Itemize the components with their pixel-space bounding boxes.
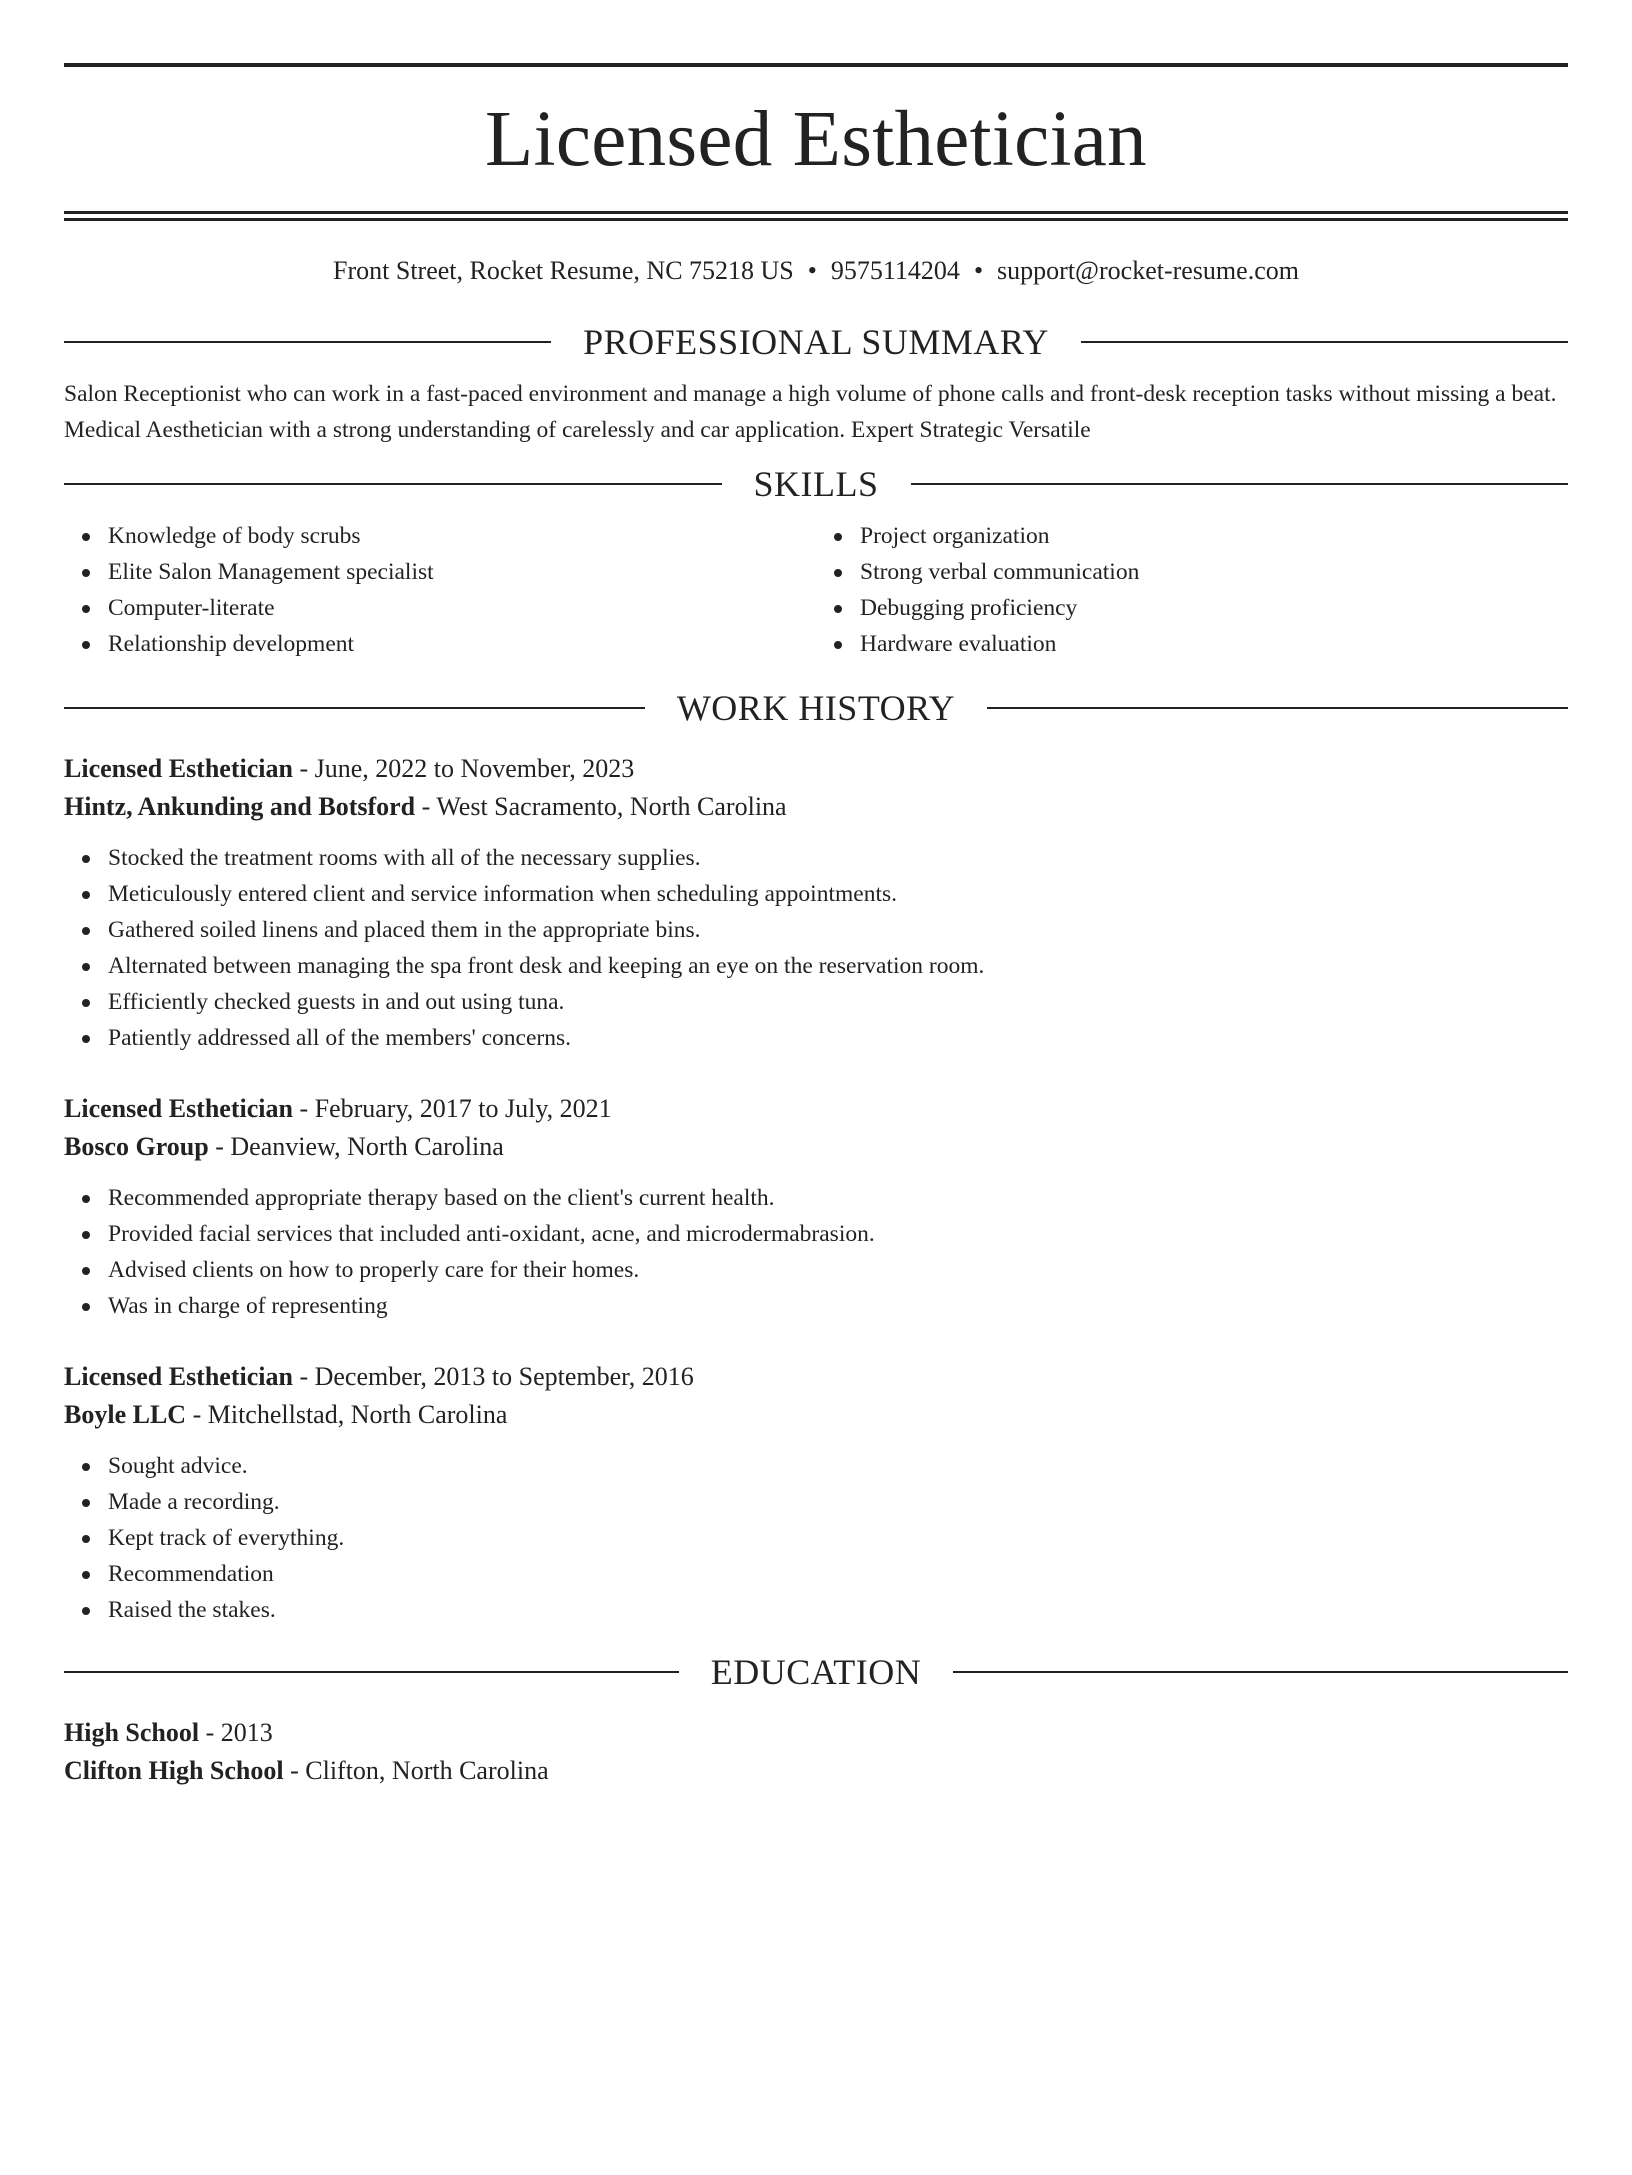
- skill-item: Elite Salon Management specialist: [108, 554, 816, 590]
- section-header-work: [64, 686, 1568, 730]
- contact-separator: •: [807, 256, 817, 285]
- skill-item: Relationship development: [108, 626, 816, 662]
- skills-list-right: [816, 518, 1568, 662]
- skill-item: Strong verbal communication: [860, 554, 1568, 590]
- job-role-line: [64, 1358, 1568, 1396]
- section-title: EDUCATION: [710, 1652, 922, 1692]
- job-entry: [64, 1090, 1568, 1324]
- job-bullet: Was in charge of representing: [108, 1288, 1568, 1324]
- job-bullet: Sought advice.: [108, 1448, 1568, 1484]
- education-school: Clifton High School: [64, 1756, 284, 1785]
- job-entry: [64, 1358, 1568, 1628]
- education-degree-line: [64, 1714, 1568, 1752]
- job-company-line: [64, 788, 1568, 826]
- skill-item: Debugging proficiency: [860, 590, 1568, 626]
- job-bullet: Raised the stakes.: [108, 1592, 1568, 1628]
- section-rule-left: [64, 707, 645, 709]
- job-bullet: Efficiently checked guests in and out using tuna.: [108, 984, 1568, 1020]
- job-bullet: Provided facial services that included anti-oxidant, acne, and microdermabrasion.: [108, 1216, 1568, 1252]
- section-rule-right: [911, 483, 1569, 485]
- job-bullet: Patiently addressed all of the members' concerns.: [108, 1020, 1568, 1056]
- skill-item: Project organization: [860, 518, 1568, 554]
- job-role-line: [64, 750, 1568, 788]
- skill-item: Hardware evaluation: [860, 626, 1568, 662]
- contact-line: [64, 256, 1568, 286]
- job-role: Licensed Esthetician: [64, 754, 293, 783]
- job-bullet: Kept track of everything.: [108, 1520, 1568, 1556]
- education-year: - 2013: [199, 1718, 273, 1747]
- job-bullets: [64, 1180, 1568, 1324]
- section-header-education: [64, 1650, 1568, 1694]
- job-dates: - June, 2022 to November, 2023: [292, 754, 635, 783]
- education-school-line: [64, 1752, 1568, 1790]
- job-bullet: Recommendation: [108, 1556, 1568, 1592]
- job-company: Bosco Group: [64, 1132, 209, 1161]
- job-dates: - February, 2017 to July, 2021: [292, 1094, 612, 1123]
- skills-columns: [64, 518, 1568, 662]
- job-bullet: Meticulously entered client and service information when scheduling appointments.: [108, 876, 1568, 912]
- education-degree: High School: [64, 1718, 200, 1747]
- job-company-line: [64, 1128, 1568, 1166]
- top-rule: [64, 63, 1568, 67]
- job-company: Hintz, Ankunding and Botsford: [64, 792, 416, 821]
- job-bullet: Gathered soiled linens and placed them in the appropriate bins.: [108, 912, 1568, 948]
- job-bullet: Advised clients on how to properly care for their homes.: [108, 1252, 1568, 1288]
- contact-phone: 9575114204: [830, 256, 960, 285]
- skill-item: Computer-literate: [108, 590, 816, 626]
- education-location: - Clifton, North Carolina: [283, 1756, 549, 1785]
- job-role: Licensed Esthetician: [64, 1362, 293, 1391]
- job-company-line: [64, 1396, 1568, 1434]
- job-location: - West Sacramento, North Carolina: [415, 792, 787, 821]
- job-bullet: Made a recording.: [108, 1484, 1568, 1520]
- job-bullets: [64, 840, 1568, 1056]
- job-entry: [64, 750, 1568, 1056]
- job-dates: - December, 2013 to September, 2016: [292, 1362, 694, 1391]
- section-rule-right: [1081, 341, 1568, 343]
- skill-item: Knowledge of body scrubs: [108, 518, 816, 554]
- section-header-summary: [64, 320, 1568, 364]
- section-rule-right: [953, 1671, 1568, 1673]
- job-location: - Mitchellstad, North Carolina: [186, 1400, 508, 1429]
- education-entry: [64, 1714, 1568, 1790]
- section-title: SKILLS: [753, 464, 879, 504]
- job-bullets: [64, 1448, 1568, 1628]
- candidate-name: Licensed Esthetician: [485, 96, 1147, 183]
- section-rule-left: [64, 1671, 679, 1673]
- contact-email: support@rocket-resume.com: [997, 256, 1299, 285]
- section-title: WORK HISTORY: [676, 688, 956, 728]
- job-role-line: [64, 1090, 1568, 1128]
- job-role: Licensed Esthetician: [64, 1094, 293, 1123]
- double-rule: [64, 211, 1568, 221]
- job-bullet: Stocked the treatment rooms with all of the necessary supplies.: [108, 840, 1568, 876]
- job-location: - Deanview, North Carolina: [208, 1132, 504, 1161]
- job-company: Boyle LLC: [64, 1400, 187, 1429]
- section-rule-right: [987, 707, 1568, 709]
- contact-separator: •: [973, 256, 984, 285]
- section-header-skills: [64, 462, 1568, 506]
- contact-address: Front Street, Rocket Resume, NC 75218 US: [333, 256, 794, 285]
- job-bullet: Recommended appropriate therapy based on the client's current health.: [108, 1180, 1568, 1216]
- section-rule-left: [64, 341, 551, 343]
- section-title: PROFESSIONAL SUMMARY: [583, 322, 1049, 362]
- skills-list-left: [64, 518, 816, 662]
- job-bullet: Alternated between managing the spa front desk and keeping an eye on the reservation room.: [108, 948, 1568, 984]
- resume-page: [0, 63, 1632, 2175]
- summary-text: Salon Receptionist who can work in a fast-paced environment and manage a high volume of phone calls and front-desk reception tasks without missing a beat. Medical Aesthetician with a strong understanding of carelessly and car application. Expert Strategic Versatile: [64, 381, 1557, 443]
- section-rule-left: [64, 483, 722, 485]
